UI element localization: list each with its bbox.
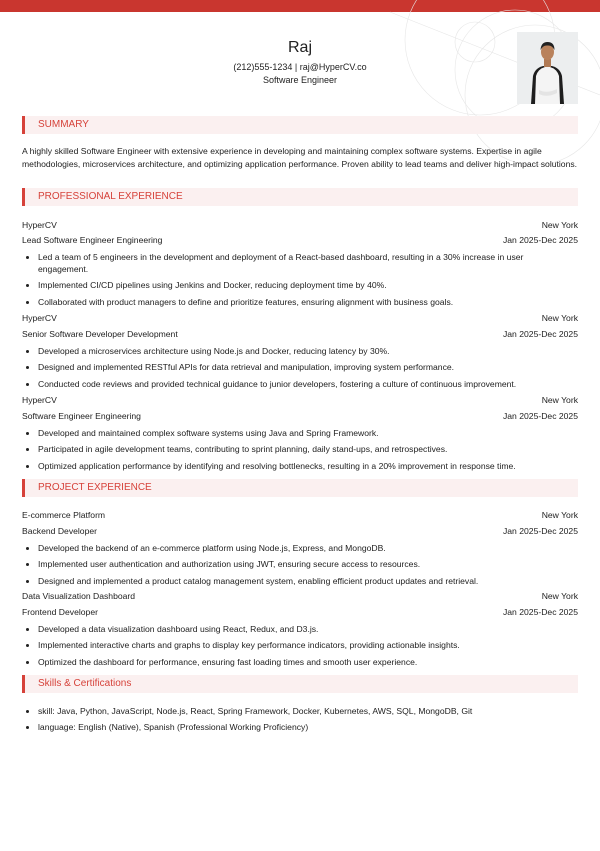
experience-entry-header [22,394,578,406]
project-name: E-commerce Platform [22,510,106,520]
list-item: Designed and implemented RESTful APIs for data retrieval and manipulation, improving system performance. [38,361,548,373]
list-item: Optimized the dashboard for performance, ensuring fast loading times and smooth user experience. [38,656,548,668]
project-bullets [38,542,548,591]
person-avatar-icon [517,32,578,104]
list-item: language: English (Native), Spanish (Professional Working Proficiency) [38,721,548,733]
experience-bullets [38,427,548,476]
project-entry-role-row [22,606,578,618]
list-item: Developed and maintained complex software systems using Java and Spring Framework. [38,427,548,439]
list-item: Led a team of 5 engineers in the development and deployment of a React-based dashboard, resulting in a 30% increase in user engagement. [38,251,548,275]
project-bullets [38,623,548,672]
section-title: Skills & Certifications [38,678,132,689]
candidate-name: Raj [287,39,312,56]
skills-list [38,705,548,738]
location: New York [541,220,578,230]
summary-text: A highly skilled Software Engineer with extensive experience in developing and maintaining complex software systems. Expertise in agile methodologies, microservices architecture, and optimizing application performance. Proven ability to lead teams and deliver high-impact solutions. [22,146,578,169]
section-accent-bar [22,188,25,206]
project-entry-role-row [22,525,578,537]
dates: Jan 2025-Dec 2025 [502,411,578,421]
list-item: Implemented CI/CD pipelines using Jenkins and Docker, reducing deployment time by 40%. [38,279,548,291]
role: Senior Software Developer Development [22,329,178,339]
decorative-circles [0,0,600,200]
list-item: Implemented interactive charts and graphs to display key performance indicators, providing actionable insights. [38,639,548,651]
location: New York [541,313,578,323]
project-entry-header [22,509,578,521]
experience-entry-header [22,219,578,231]
section-title: PROFESSIONAL EXPERIENCE [38,191,183,202]
dates: Jan 2025-Dec 2025 [502,526,578,536]
experience-entry-role-row [22,328,578,340]
experience-bullets [38,251,548,312]
role: Frontend Developer [22,607,98,617]
company-name: HyperCV [22,395,57,405]
section-title: SUMMARY [38,119,89,130]
section-accent-bar [22,675,25,693]
location: New York [541,395,578,405]
dates: Jan 2025-Dec 2025 [502,235,578,245]
section-header-skills [22,675,578,693]
project-entry-header [22,590,578,602]
role: Backend Developer [22,526,98,536]
list-item: Designed and implemented a product catalog management system, enabling efficient product updates and retrieval. [38,575,548,587]
section-header-professional-experience [22,188,578,206]
profile-photo [517,32,578,104]
dates: Jan 2025-Dec 2025 [502,329,578,339]
experience-bullets [38,345,548,394]
role: Software Engineer Engineering [22,411,141,421]
company-name: HyperCV [22,220,57,230]
location: New York [541,510,578,520]
section-title: PROJECT EXPERIENCE [38,482,152,493]
job-title: Software Engineer [262,75,338,85]
list-item: Developed a microservices architecture using Node.js and Docker, reducing latency by 30%. [38,345,548,357]
list-item: Conducted code reviews and provided technical guidance to junior developers, fostering a culture of continuous improvement. [38,378,548,390]
contact-info: (212)555-1234 | raj@HyperCV.co [233,62,367,72]
section-accent-bar [22,479,25,497]
experience-entry-header [22,312,578,324]
section-accent-bar [22,116,25,134]
location: New York [541,591,578,601]
list-item: Developed the backend of an e-commerce platform using Node.js, Express, and MongoDB. [38,542,548,554]
resume-header [0,38,600,87]
company-name: HyperCV [22,313,57,323]
section-header-project-experience [22,479,578,497]
list-item: skill: Java, Python, JavaScript, Node.js, React, Spring Framework, Docker, Kubernetes, AWS, SQL, MongoDB, Git [38,705,548,717]
list-item: Participated in agile development teams, contributing to sprint planning, daily stand-ups, and retrospectives. [38,443,548,455]
experience-entry-role-row [22,234,578,246]
experience-entry-role-row [22,410,578,422]
list-item: Optimized application performance by identifying and resolving bottlenecks, resulting in a 20% improvement in response time. [38,460,548,472]
list-item: Implemented user authentication and authorization using JWT, ensuring secure access to resources. [38,558,548,570]
list-item: Developed a data visualization dashboard using React, Redux, and D3.js. [38,623,548,635]
top-accent-bar [0,0,600,12]
project-name: Data Visualization Dashboard [22,591,136,601]
list-item: Collaborated with product managers to define and prioritize features, ensuring alignment with business goals. [38,296,548,308]
role: Lead Software Engineer Engineering [22,235,163,245]
dates: Jan 2025-Dec 2025 [502,607,578,617]
section-header-summary [22,116,578,134]
